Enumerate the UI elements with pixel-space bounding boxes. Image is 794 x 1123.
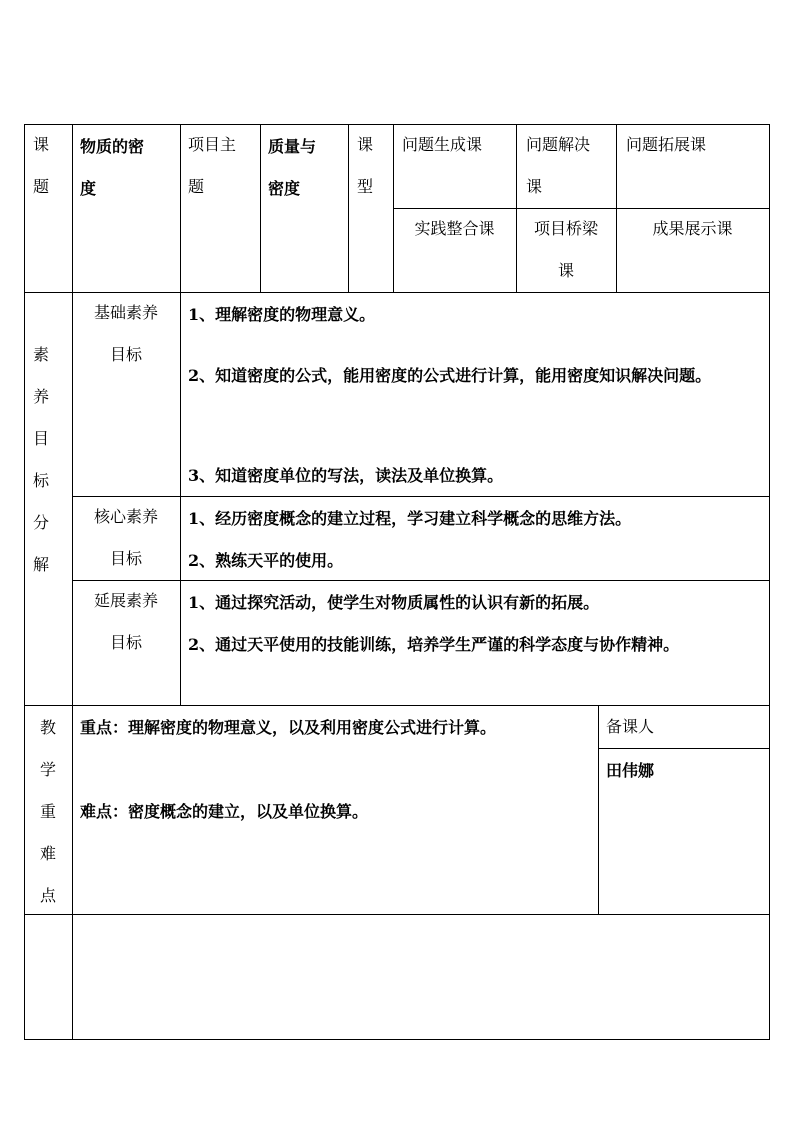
preparer-label: 备课人 bbox=[606, 717, 655, 736]
focus-section-label: 教 学 重 难 点 bbox=[39, 718, 56, 905]
row1-col3-divider bbox=[260, 124, 261, 293]
table-border-left bbox=[24, 124, 25, 1040]
preparer-divider bbox=[598, 748, 770, 749]
difficult-point-text: 难点：密度概念的建立，以及单位换算。 bbox=[80, 802, 369, 821]
goals-label-divider bbox=[180, 292, 181, 706]
basic-goal-item-1: 1、理解密度的物理意义。 bbox=[188, 305, 376, 324]
extension-goal-item-1: 1、通过探究活动，使学生对物质属性的认识有新的拓展。 bbox=[188, 593, 600, 612]
type-label: 课 型 bbox=[356, 135, 373, 196]
key-point-text: 重点：理解密度的物理意义，以及利用密度公式进行计算。 bbox=[80, 718, 497, 737]
row1-col1-divider bbox=[72, 124, 73, 293]
type-option-outcome-showcase: 成果展示课 bbox=[652, 219, 733, 238]
extension-goal-item-2: 2、通过天平使用的技能训练，培养学生严谨的科学态度与协作精神。 bbox=[188, 635, 680, 654]
basic-goal-item-3: 3、知道密度单位的写法，读法及单位换算。 bbox=[188, 466, 504, 485]
type-option-problem-extension: 问题拓展课 bbox=[626, 135, 707, 154]
focus-section-divider bbox=[72, 705, 73, 1040]
preparer-name: 田伟娜 bbox=[606, 761, 655, 780]
core-goal-item-2: 2、熟练天平的使用。 bbox=[188, 551, 344, 570]
extension-goals-label: 延展素养 目标 bbox=[93, 591, 158, 652]
core-goal-item-1: 1、经历密度概念的建立过程，学习建立科学概念的思维方法。 bbox=[188, 509, 632, 528]
topic-label: 课 题 bbox=[32, 135, 49, 196]
type-option-problem-generation: 问题生成课 bbox=[402, 135, 483, 154]
goals-section-label: 素 养 目 标 分 解 bbox=[32, 345, 49, 574]
type-option-project-bridge: 项目桥梁 课 bbox=[533, 219, 598, 280]
table-border-right bbox=[769, 124, 770, 1040]
project-label: 项目主 题 bbox=[188, 135, 237, 196]
topic-value: 物质的密 度 bbox=[80, 137, 145, 198]
basic-goal-item-2: 2、知道密度的公式，能用密度的公式进行计算，能用密度知识解决问题。 bbox=[188, 366, 712, 385]
focus-bottom-line bbox=[24, 914, 770, 915]
type-option-problem-solving: 问题解决 课 bbox=[526, 135, 591, 196]
core-goals-label: 核心素养 目标 bbox=[93, 507, 158, 568]
preparer-col-divider bbox=[598, 705, 599, 915]
row1-col4-divider bbox=[348, 124, 349, 293]
table-border-bottom bbox=[24, 1039, 770, 1040]
basic-goals-label: 基础素养 目标 bbox=[93, 303, 158, 364]
project-value: 质量与 密度 bbox=[268, 137, 317, 198]
row1-col2-divider bbox=[180, 124, 181, 293]
type-option-practice-integration: 实践整合课 bbox=[414, 219, 495, 238]
